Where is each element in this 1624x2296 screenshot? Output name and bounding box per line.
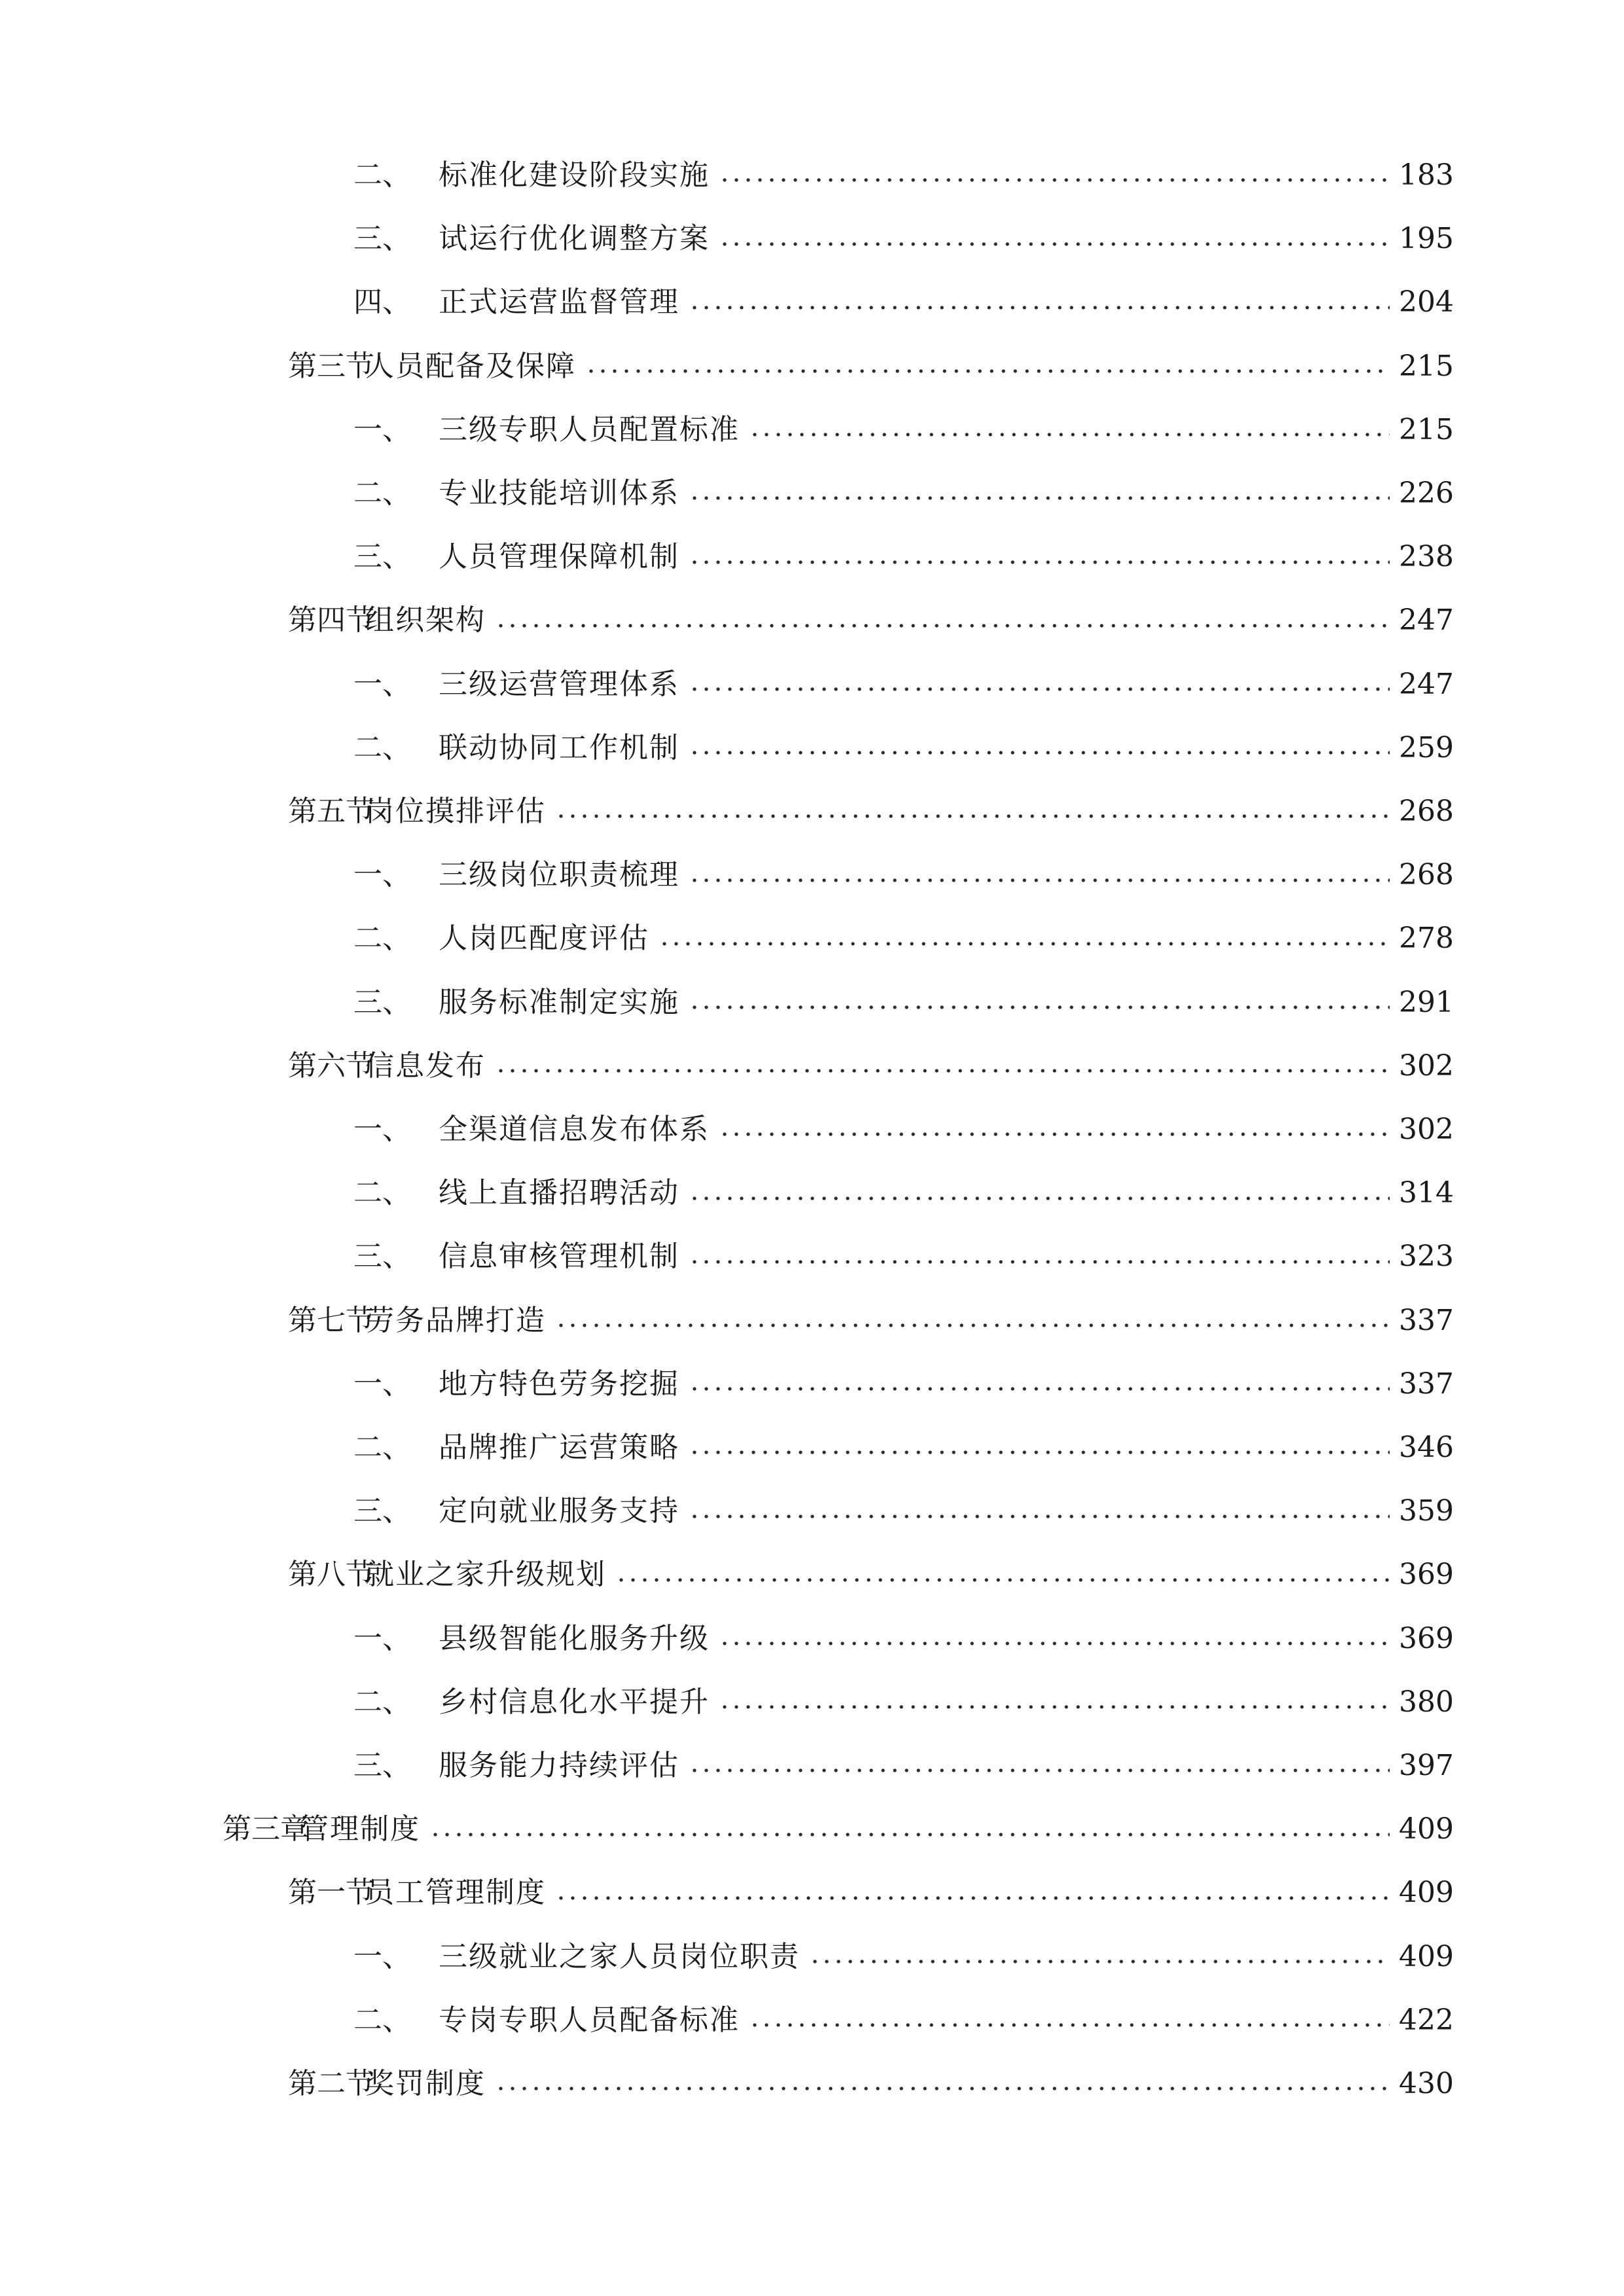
dot-leader (689, 531, 1390, 583)
toc-entry-number: 二、 (353, 1176, 411, 1210)
dot-leader (689, 722, 1390, 774)
toc-entry-title: 品牌推广运营策略 (439, 1431, 679, 1464)
dot-leader (659, 912, 1390, 965)
toc-entry-number: 第七节 (288, 1303, 374, 1337)
toc-entry-number: 二、 (353, 922, 411, 956)
toc-entry-number: 三、 (353, 1749, 411, 1782)
toc-entry-page-number: 226 (1399, 476, 1454, 510)
toc-entry-number: 二、 (353, 730, 411, 764)
toc-entry-title: 三级岗位职责梳理 (439, 858, 679, 892)
toc-entry-number: 第五节 (288, 795, 374, 828)
toc-entry-title: 专岗专职人员配备标准 (439, 2003, 740, 2037)
dot-leader (689, 849, 1390, 901)
toc-entry[interactable] (353, 149, 1454, 202)
toc-entry[interactable] (353, 1994, 1454, 2047)
toc-entry[interactable] (288, 1549, 1454, 1601)
toc-entry-title: 就业之家升级规划 (365, 1558, 606, 1592)
dot-leader (719, 213, 1390, 265)
toc-entry-page-number: 314 (1399, 1176, 1454, 1210)
toc-entry[interactable] (288, 785, 1454, 838)
toc-entry-title: 员工管理制度 (365, 1876, 546, 1910)
toc-entry-number: 第八节 (288, 1558, 374, 1592)
toc-entry[interactable] (353, 276, 1454, 329)
toc-entry[interactable] (288, 594, 1454, 647)
toc-entry-page-number: 430 (1399, 2067, 1454, 2100)
toc-entry-title: 人员管理保障机制 (439, 540, 679, 574)
toc-entry[interactable] (353, 467, 1454, 520)
toc-entry-number: 二、 (353, 1685, 411, 1719)
toc-entry-page-number: 359 (1399, 1494, 1454, 1528)
dot-leader (689, 1230, 1390, 1283)
toc-entry-title: 地方特色劳务挖掘 (439, 1367, 679, 1401)
toc-entry[interactable] (353, 1230, 1454, 1283)
dot-leader (495, 594, 1390, 647)
toc-entry-page-number: 346 (1399, 1431, 1454, 1464)
toc-entry[interactable] (353, 977, 1454, 1029)
toc-entry-title: 岗位摸排评估 (365, 795, 546, 828)
toc-entry-page-number: 268 (1399, 858, 1454, 892)
dot-leader (689, 1358, 1390, 1410)
toc-entry-title: 奖罚制度 (365, 2067, 486, 2100)
toc-entry-page-number: 259 (1399, 730, 1454, 764)
toc-entry[interactable] (288, 1867, 1454, 1919)
toc-entry-number: 三、 (353, 540, 411, 574)
toc-entry-number: 二、 (353, 2003, 411, 2037)
toc-entry-number: 第三章 (223, 1812, 309, 1846)
toc-entry[interactable] (353, 1358, 1454, 1410)
dot-leader (689, 1485, 1390, 1537)
toc-entry-title: 县级智能化服务升级 (439, 1621, 710, 1655)
dot-leader (555, 1867, 1390, 1919)
dot-leader (749, 1994, 1390, 2047)
toc-entry-title: 标准化建设阶段实施 (439, 158, 710, 192)
toc-entry-title: 管理制度 (300, 1812, 420, 1846)
toc-entry-title: 三级运营管理体系 (439, 667, 679, 701)
toc-entry-page-number: 302 (1399, 1113, 1454, 1146)
dot-leader (555, 1295, 1390, 1347)
dot-leader (689, 467, 1390, 520)
toc-entry-number: 一、 (353, 1113, 411, 1146)
toc-entry-title: 组织架构 (365, 603, 486, 637)
toc-entry-title: 正式运营监督管理 (439, 285, 679, 319)
dot-leader (585, 340, 1390, 393)
toc-entry[interactable] (353, 404, 1454, 456)
toc-entry-number: 第四节 (288, 603, 374, 637)
dot-leader (689, 1167, 1390, 1219)
toc-entry-title: 全渠道信息发布体系 (439, 1113, 710, 1146)
toc-entry-title: 试运行优化调整方案 (439, 222, 710, 256)
dot-leader (749, 404, 1390, 456)
toc-entry-page-number: 337 (1399, 1303, 1454, 1337)
toc-entry-title: 劳务品牌打造 (365, 1303, 546, 1337)
toc-entry[interactable] (353, 1740, 1454, 1792)
toc-entry-page-number: 291 (1399, 985, 1454, 1019)
toc-entry-title: 乡村信息化水平提升 (439, 1685, 710, 1719)
toc-entry-page-number: 409 (1399, 1939, 1454, 1973)
toc-entry-title: 人岗匹配度评估 (439, 922, 649, 956)
toc-entry-page-number: 268 (1399, 795, 1454, 828)
toc-entry[interactable] (353, 1931, 1454, 1983)
toc-entry-page-number: 278 (1399, 922, 1454, 956)
dot-leader (719, 1613, 1390, 1665)
toc-entry-number: 四、 (353, 285, 411, 319)
toc-entry-title: 专业技能培训体系 (439, 476, 679, 510)
dot-leader (719, 1676, 1390, 1729)
dot-leader (429, 1803, 1390, 1856)
toc-entry-number: 三、 (353, 1240, 411, 1274)
toc-entry-page-number: 215 (1399, 412, 1454, 446)
toc-entry[interactable] (288, 1040, 1454, 1092)
toc-entry-number: 三、 (353, 1494, 411, 1528)
dot-leader (809, 1931, 1390, 1983)
toc-entry-title: 服务标准制定实施 (439, 985, 679, 1019)
toc-entry-number: 二、 (353, 476, 411, 510)
toc-entry[interactable] (288, 2058, 1454, 2110)
toc-entry-number: 一、 (353, 667, 411, 701)
toc-entry-number: 三、 (353, 222, 411, 256)
toc-entry-page-number: 369 (1399, 1558, 1454, 1592)
toc-entry-number: 一、 (353, 1939, 411, 1973)
toc-entry-title: 服务能力持续评估 (439, 1749, 679, 1782)
toc-entry[interactable] (353, 1422, 1454, 1474)
toc-entry-number: 二、 (353, 158, 411, 192)
toc-entry-page-number: 323 (1399, 1240, 1454, 1274)
dot-leader (495, 1040, 1390, 1092)
dot-leader (689, 658, 1390, 711)
toc-entry[interactable] (353, 658, 1454, 711)
toc-entry-page-number: 369 (1399, 1621, 1454, 1655)
dot-leader (615, 1549, 1390, 1601)
toc-entry-page-number: 183 (1399, 158, 1454, 192)
toc-entry[interactable] (353, 1485, 1454, 1537)
toc-entry[interactable] (353, 849, 1454, 901)
toc-entry-number: 二、 (353, 1431, 411, 1464)
toc-entry-number: 一、 (353, 1367, 411, 1401)
toc-entry-number: 一、 (353, 412, 411, 446)
toc-entry-number: 第三节 (288, 349, 374, 383)
dot-leader (689, 1740, 1390, 1792)
toc-entry[interactable] (353, 1103, 1454, 1156)
dot-leader (719, 149, 1390, 202)
toc-entry[interactable] (353, 912, 1454, 965)
toc-entry-title: 三级专职人员配置标准 (439, 412, 740, 446)
dot-leader (689, 1422, 1390, 1474)
toc-entry-number: 第一节 (288, 1876, 374, 1910)
toc-entry-page-number: 238 (1399, 540, 1454, 574)
toc-entry-page-number: 302 (1399, 1049, 1454, 1083)
dot-leader (555, 785, 1390, 838)
toc-entry-number: 一、 (353, 858, 411, 892)
toc-entry-page-number: 409 (1399, 1812, 1454, 1846)
toc-entry[interactable] (353, 722, 1454, 774)
toc-entry-title: 信息审核管理机制 (439, 1240, 679, 1274)
dot-leader (689, 977, 1390, 1029)
toc-entry-title: 线上直播招聘活动 (439, 1176, 679, 1210)
toc-entry-page-number: 397 (1399, 1749, 1454, 1782)
toc-entry-title: 人员配备及保障 (365, 349, 576, 383)
toc-entry-title: 定向就业服务支持 (439, 1494, 679, 1528)
dot-leader (495, 2058, 1390, 2110)
toc-entry-number: 一、 (353, 1621, 411, 1655)
toc-entry[interactable] (353, 1613, 1454, 1665)
toc-entry-page-number: 380 (1399, 1685, 1454, 1719)
toc-entry[interactable] (353, 1167, 1454, 1219)
toc-entry-number: 第二节 (288, 2067, 374, 2100)
toc-entry-page-number: 409 (1399, 1876, 1454, 1910)
toc-entry-page-number: 195 (1399, 222, 1454, 256)
toc-entry-title: 信息发布 (365, 1049, 486, 1083)
toc-entry-title: 联动协同工作机制 (439, 730, 679, 764)
toc-entry-page-number: 247 (1399, 667, 1454, 701)
toc-entry-page-number: 422 (1399, 2003, 1454, 2037)
toc-entry-page-number: 337 (1399, 1367, 1454, 1401)
toc-entry-page-number: 204 (1399, 285, 1454, 319)
dot-leader (689, 276, 1390, 329)
toc-entry-number: 第六节 (288, 1049, 374, 1083)
toc-entry[interactable] (353, 213, 1454, 265)
toc-entry-title: 三级就业之家人员岗位职责 (439, 1939, 800, 1973)
toc-entry[interactable] (288, 340, 1454, 393)
toc-entry[interactable] (223, 1803, 1454, 1856)
toc-entry-number: 三、 (353, 985, 411, 1019)
toc-entry-page-number: 247 (1399, 603, 1454, 637)
toc-entry[interactable] (288, 1295, 1454, 1347)
toc-entry[interactable] (353, 1676, 1454, 1729)
dot-leader (719, 1103, 1390, 1156)
toc-entry[interactable] (353, 531, 1454, 583)
toc-entry-page-number: 215 (1399, 349, 1454, 383)
